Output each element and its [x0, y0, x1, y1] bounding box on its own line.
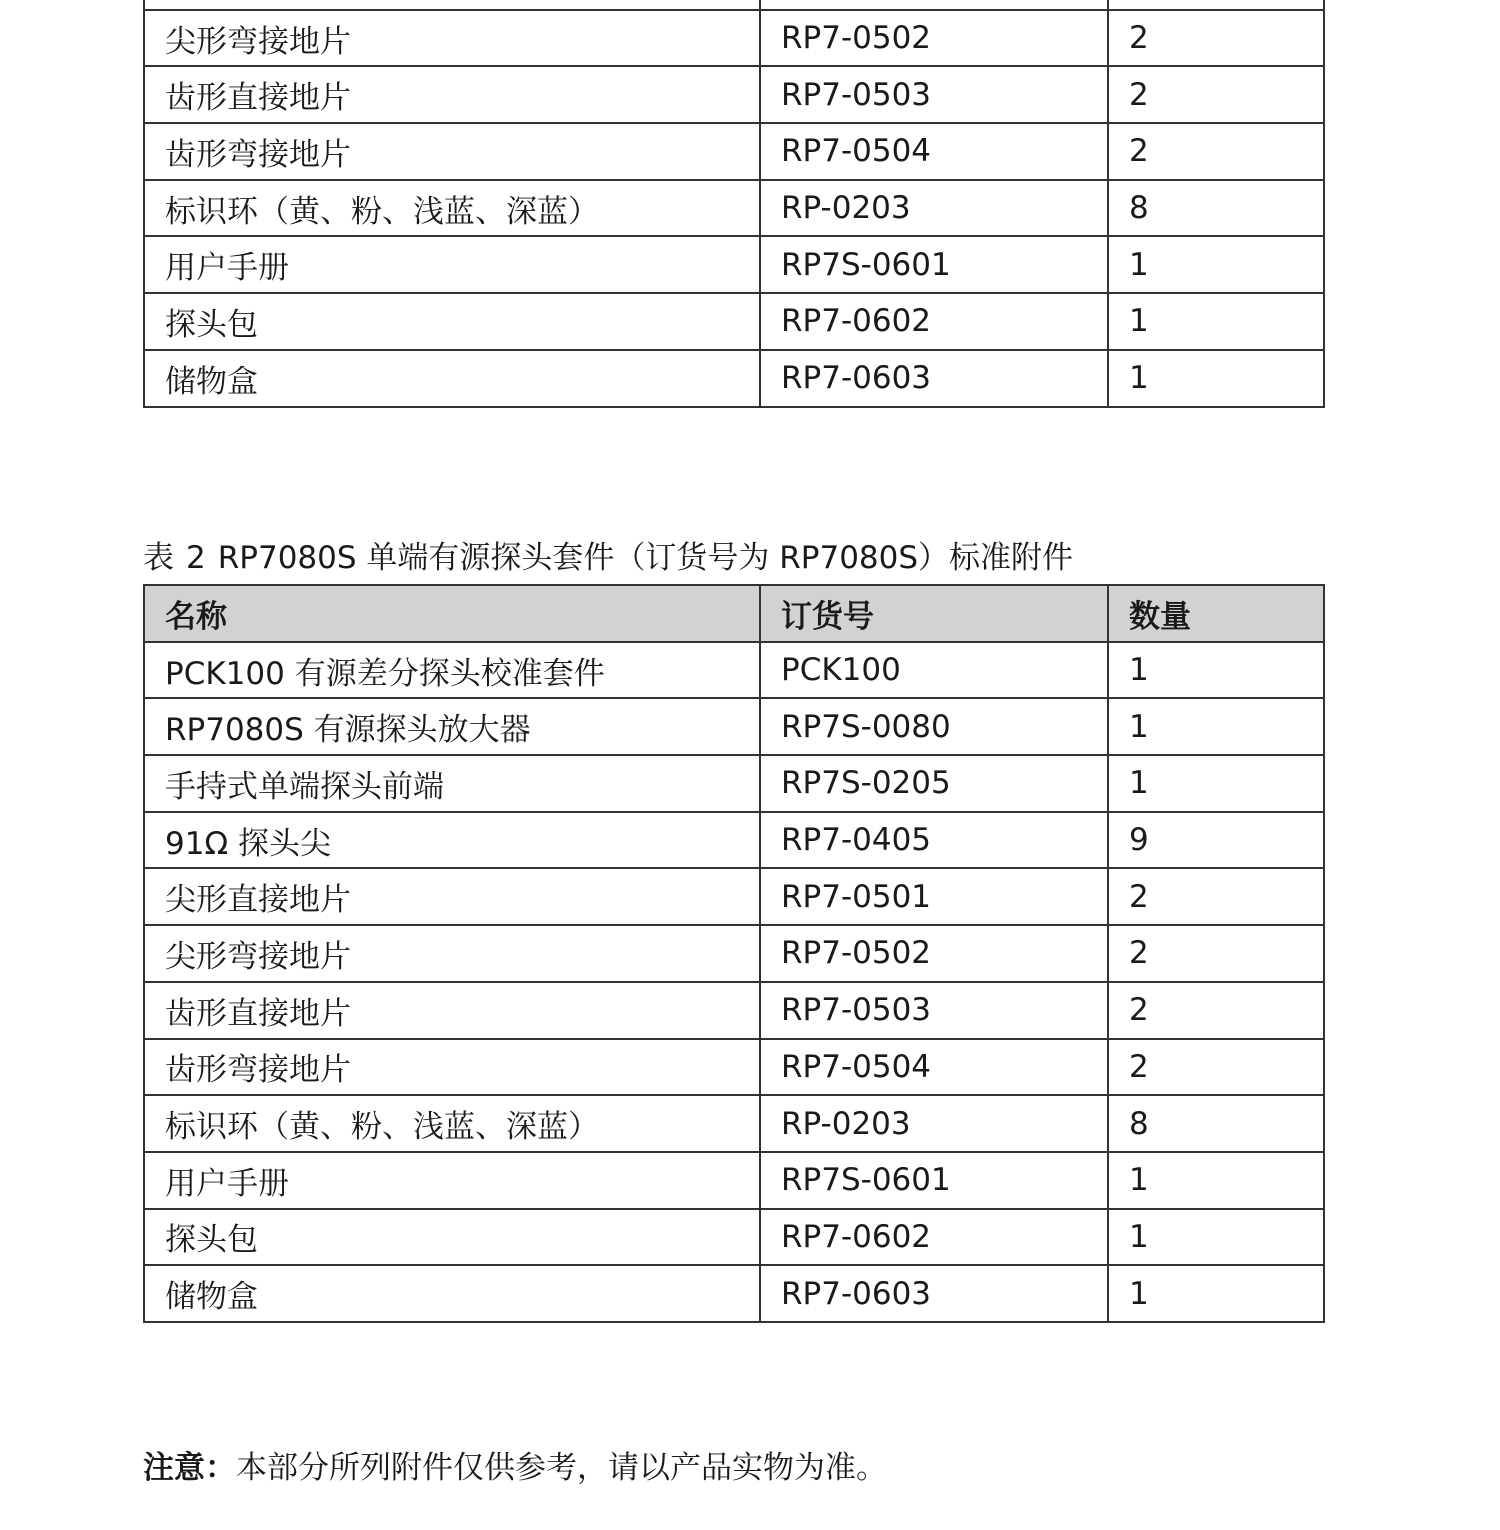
- caption-text: RP7080S 单端有源探头套件（订货号为 RP7080S）标准附件: [217, 540, 1074, 576]
- order-number-cell: PCK100: [760, 642, 1108, 699]
- table-row: [144, 180, 1324, 237]
- quantity-cell: 1: [1108, 642, 1324, 699]
- table-row: [144, 10, 1324, 67]
- order-number-cell: RP7-0502: [760, 925, 1108, 982]
- name-cell: 标识环（黄、粉、浅蓝、深蓝）: [144, 180, 760, 237]
- quantity-cell: 1: [1108, 350, 1324, 407]
- name-cell: 探头包: [144, 293, 760, 350]
- name-cell: 尖形弯接地片: [144, 10, 760, 67]
- order-number-cell: RP7-0504: [760, 123, 1108, 180]
- table-row: [144, 1209, 1324, 1266]
- table-row: [144, 642, 1324, 699]
- name-cell: 齿形弯接地片: [144, 123, 760, 180]
- quantity-cell: 1: [1108, 755, 1324, 812]
- quantity-cell: 1: [1108, 1265, 1324, 1322]
- table-row: [144, 350, 1324, 407]
- header-quantity: 数量: [1108, 585, 1324, 642]
- quantity-cell: 1: [1108, 698, 1324, 755]
- order-number-cell: RP7-0503: [760, 66, 1108, 123]
- order-number-cell: RP7-0501: [760, 868, 1108, 925]
- note: [143, 1442, 887, 1487]
- quantity-cell: [1108, 0, 1324, 10]
- table-row: [144, 868, 1324, 925]
- name-cell: 尖形弯接地片: [144, 925, 760, 982]
- quantity-cell: 1: [1108, 1209, 1324, 1266]
- accessories-table-2: [143, 584, 1325, 1323]
- quantity-cell: 2: [1108, 925, 1324, 982]
- quantity-cell: 1: [1108, 293, 1324, 350]
- accessories-table-1: [143, 0, 1325, 408]
- accessories-table-2-body: [144, 642, 1324, 1322]
- table-row: [144, 812, 1324, 869]
- name-cell: 储物盒: [144, 350, 760, 407]
- table-row: [144, 1265, 1324, 1322]
- table-row: [144, 293, 1324, 350]
- order-number-cell: RP7-0502: [760, 10, 1108, 67]
- order-number-cell: RP7-0405: [760, 812, 1108, 869]
- accessories-table-2-header: [144, 585, 1324, 642]
- order-number-cell: RP7-0602: [760, 293, 1108, 350]
- name-cell: 齿形直接地片: [144, 66, 760, 123]
- quantity-cell: 9: [1108, 812, 1324, 869]
- name-cell: 储物盒: [144, 1265, 760, 1322]
- order-number-cell: RP7-0504: [760, 1039, 1108, 1096]
- name-cell: [144, 0, 760, 10]
- quantity-cell: 2: [1108, 868, 1324, 925]
- caption-prefix: 表: [143, 540, 174, 576]
- table-row: [144, 236, 1324, 293]
- name-cell: 标识环（黄、粉、浅蓝、深蓝）: [144, 1095, 760, 1152]
- order-number-cell: RP7S-0601: [760, 236, 1108, 293]
- note-text: 本部分所列附件仅供参考，请以产品实物为准。: [236, 1450, 887, 1486]
- quantity-cell: 2: [1108, 66, 1324, 123]
- name-cell: 探头包: [144, 1209, 760, 1266]
- table-row: [144, 1152, 1324, 1209]
- name-cell: 用户手册: [144, 1152, 760, 1209]
- order-number-cell: RP7-0602: [760, 1209, 1108, 1266]
- name-cell: RP7080S 有源探头放大器: [144, 698, 760, 755]
- order-number-cell: RP-0203: [760, 180, 1108, 237]
- quantity-cell: 2: [1108, 123, 1324, 180]
- table-2-caption: [143, 532, 1073, 577]
- name-cell: PCK100 有源差分探头校准套件: [144, 642, 760, 699]
- table-row: [144, 123, 1324, 180]
- header-name: 名称: [144, 585, 760, 642]
- table-row: [144, 925, 1324, 982]
- table-row: [144, 698, 1324, 755]
- table-row: [144, 755, 1324, 812]
- table-row: [144, 0, 1324, 10]
- quantity-cell: 8: [1108, 1095, 1324, 1152]
- quantity-cell: 8: [1108, 180, 1324, 237]
- order-number-cell: RP7-0503: [760, 982, 1108, 1039]
- name-cell: 齿形弯接地片: [144, 1039, 760, 1096]
- quantity-cell: 2: [1108, 982, 1324, 1039]
- accessories-table-1-body: [144, 0, 1324, 407]
- name-cell: 尖形直接地片: [144, 868, 760, 925]
- name-cell: 用户手册: [144, 236, 760, 293]
- header-row: [144, 585, 1324, 642]
- table-row: [144, 982, 1324, 1039]
- order-number-cell: [760, 0, 1108, 10]
- order-number-cell: RP-0203: [760, 1095, 1108, 1152]
- table-row: [144, 1039, 1324, 1096]
- order-number-cell: RP7S-0205: [760, 755, 1108, 812]
- quantity-cell: 1: [1108, 1152, 1324, 1209]
- name-cell: 91Ω 探头尖: [144, 812, 760, 869]
- quantity-cell: 2: [1108, 10, 1324, 67]
- order-number-cell: RP7-0603: [760, 1265, 1108, 1322]
- name-cell: 手持式单端探头前端: [144, 755, 760, 812]
- header-order-number: 订货号: [760, 585, 1108, 642]
- table-row: [144, 1095, 1324, 1152]
- note-label: 注意：: [143, 1450, 236, 1486]
- name-cell: 齿形直接地片: [144, 982, 760, 1039]
- quantity-cell: 2: [1108, 1039, 1324, 1096]
- caption-number: 2: [186, 540, 206, 576]
- order-number-cell: RP7S-0601: [760, 1152, 1108, 1209]
- quantity-cell: 1: [1108, 236, 1324, 293]
- order-number-cell: RP7S-0080: [760, 698, 1108, 755]
- order-number-cell: RP7-0603: [760, 350, 1108, 407]
- table-row: [144, 66, 1324, 123]
